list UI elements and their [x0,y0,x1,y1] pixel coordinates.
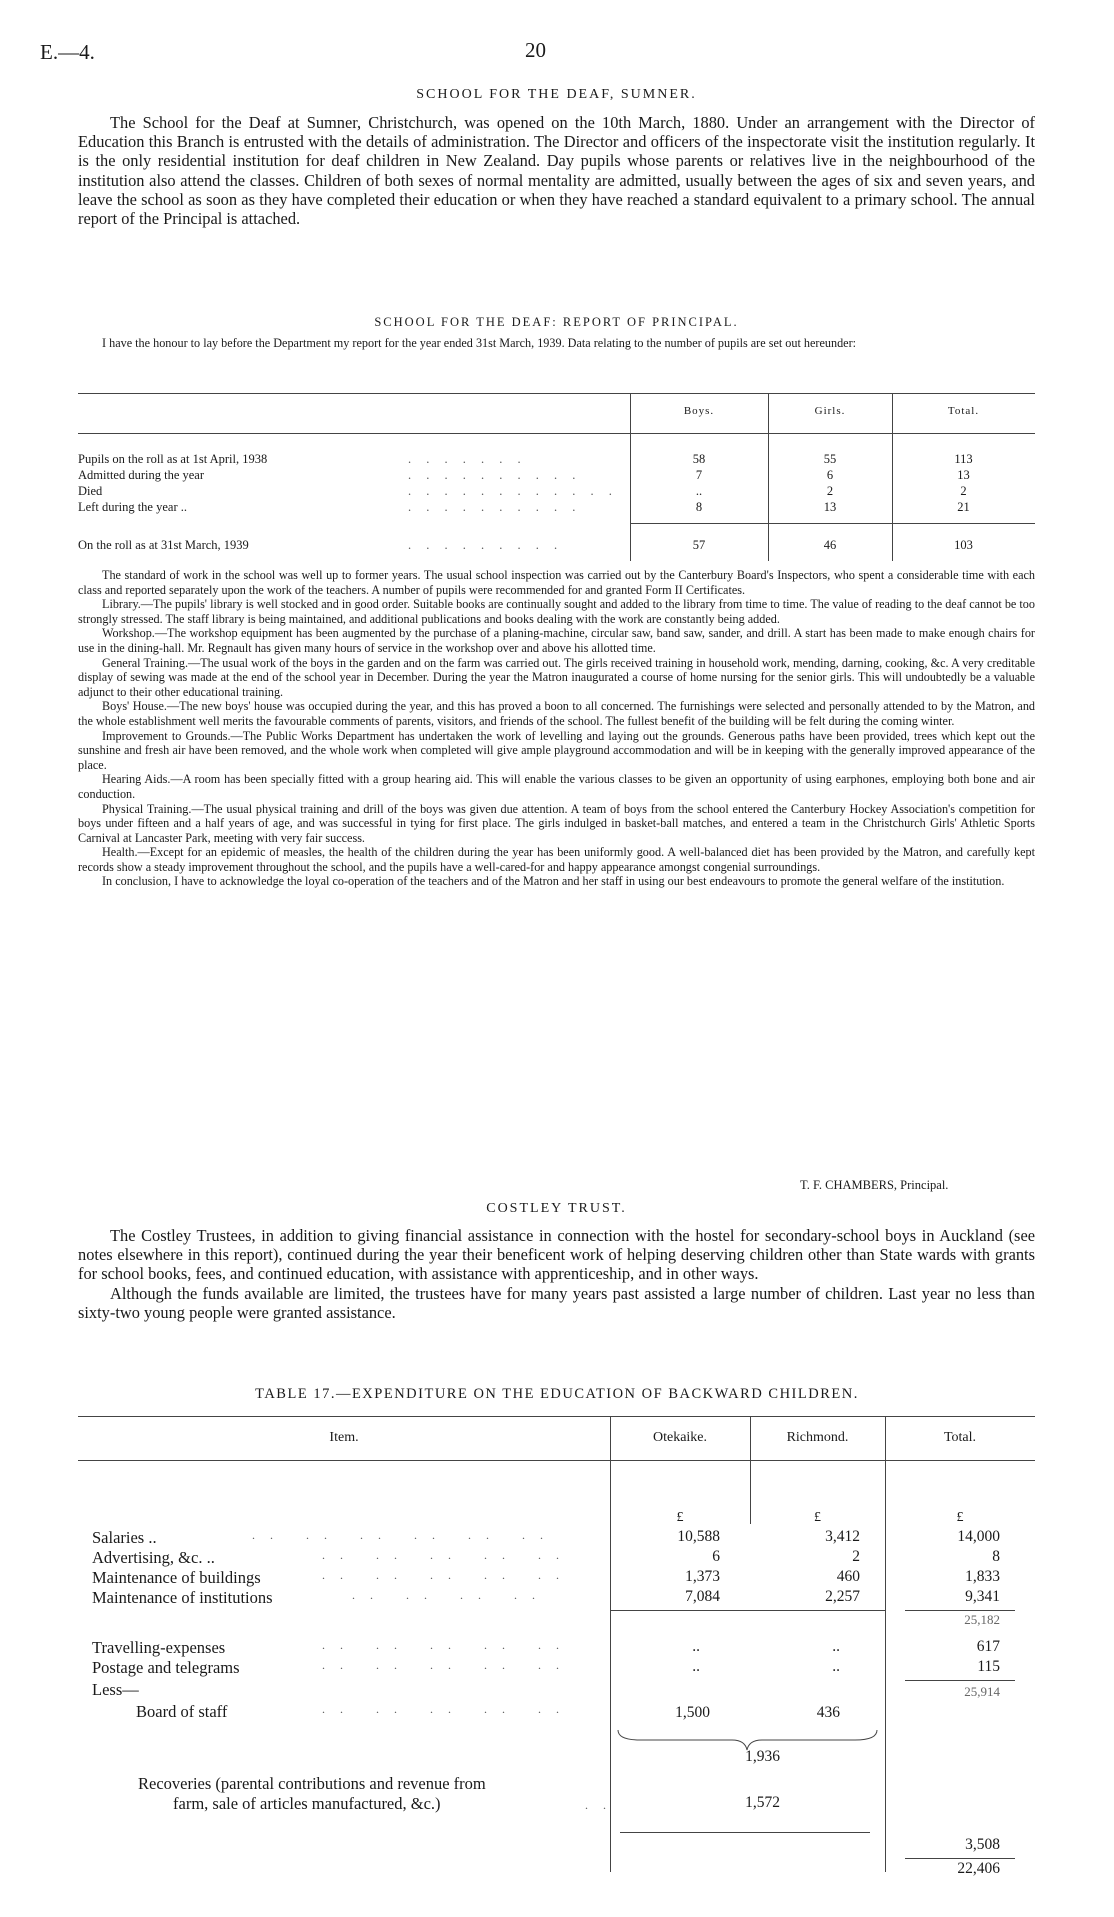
boys-value: 8 [695,500,703,514]
exp-rule [905,1610,1015,1611]
girls-value: 55 [823,452,837,466]
pupil-table-header-rule [78,433,1035,434]
table-row [92,1588,541,1608]
leader-dots: . . . . . . . . . . . . [408,484,618,498]
table-row [78,484,1035,500]
boys-value: 58 [692,452,706,466]
table-row [78,538,1035,554]
richmond-value: 2,257 [825,1588,860,1605]
subtotal-value: 25,182 [964,1612,1000,1627]
page-number: 20 [525,38,546,62]
col-richmond-header: Richmond. [786,1430,849,1445]
row-label: Maintenance of institutions [92,1588,273,1607]
richmond-value: 436 [816,1704,840,1721]
table-row [92,1528,549,1548]
row-label: Postage and telegrams [92,1658,240,1677]
leader-dots: . . . . . . . . . . [322,1702,565,1716]
boys-value: .. [695,484,703,498]
row-label: Pupils on the roll as at 1st April, 1938 [78,452,268,466]
subtotal-value: 25,914 [964,1684,1000,1699]
col-total-header: Total. [943,1430,977,1445]
table-row [78,468,1035,484]
boys-value: 7 [695,468,703,482]
grand-total-value: 22,406 [957,1860,1000,1877]
col-item-header: Item. [329,1430,359,1445]
otekaike-value: 7,084 [685,1588,720,1605]
report-paragraph-conclusion: In conclusion, I have to acknowledge the loyal co-operation of the teachers and of the Matron and her staff in using our best endeavours to promote the general welfare of the institution. [102,874,1005,889]
col-boys-header: Boys. [683,405,715,417]
table-row [92,1568,565,1588]
otekaike-value: .. [692,1638,700,1655]
report-paragraph-general-training: General Training.—The usual work of the boys in the garden and on the farm was carried out. The girls received training in household work, mending, darning, cooking, &c. A very creditable display of sewing was made at the end of the school year in December. During the year the Matron inaugurated a course of home nursing for the senior girls. This will undoubtedly be a valuable adjunct to their other educational training. [78,655,1035,699]
total-value: 113 [954,452,973,466]
richmond-value: 2 [852,1548,860,1565]
currency-symbol: £ [814,1510,821,1525]
report-paragraph-hearing-aids: Hearing Aids.—A room has been specially fitted with a group hearing aid. This will enable the various classes to be given an opportunity of using earphones, employing both bone and air conduction. [78,772,1035,801]
pupil-table-final [78,538,1035,554]
pupil-table [78,452,1035,516]
report-paragraph-physical-training: Physical Training.—The usual physical training and drill of the boys was given due attention. A team of boys from the school entered the Canterbury Hockey Association's competition for boys under fifteen and a half years of age, and was successful in tying for first place. The girls indulged in basket-ball matches, and entered a team in the Christchurch Girls' Athletic Sports Carnival at Lancaster Park, meeting with very fair success. [78,801,1035,845]
report-reference: E.—4. [40,40,95,64]
leader-dots: . . . . . . . . . . . . [252,1528,549,1542]
richmond-value: 460 [836,1568,860,1585]
table-row [78,500,1035,516]
richmond-value: .. [832,1658,840,1675]
row-label: Maintenance of buildings [92,1568,261,1587]
otekaike-value: 10,588 [677,1528,720,1545]
total-value: 617 [976,1638,1000,1655]
leader-dots: . . . . . . . . . . [322,1658,565,1672]
total-value: 103 [954,538,973,552]
col-girls-header: Girls. [814,405,846,417]
row-label: Died [78,484,103,498]
girls-value: 6 [826,468,834,482]
report-paragraph-library: Library.—The pupils' library is well stocked and in good order. Suitable books are continually sought and added to the library from time to time. The value of reading to the deaf cannot be too strongly stressed. The staff library is being maintained, and additional publications and books dealing with the work are constantly being added. [78,597,1035,626]
leader-dots: . . . . . . . . . . [322,1568,565,1582]
richmond-value: .. [832,1638,840,1655]
leader-dots: . . . . . . . . . . [322,1638,565,1652]
report-paragraph-workshop: Workshop.—The workshop equipment has been augmented by the purchase of a planing-machine, circular saw, band saw, sander, and drill. A start has been made to make enough chairs for use in the dining-hall. Mr. Regnault has given many hours of service in the workshop over and above his allotted time. [78,626,1035,655]
total-value: 13 [957,468,970,482]
recoveries-label-line-1: Recoveries (parental contributions and revenue from [138,1774,486,1793]
deaf-intro-paragraph: The School for the Deaf at Sumner, Christchurch, was opened on the 10th March, 1880. Under an arrangement with the Director of Education this Branch is entrusted with the details of administration. The Director and officers of the inspectorate visit the institution regularly. It is the only residential institution for deaf children in New Zealand. Day pupils whose parents or relatives live in the neighbourhood of the institution also attend the classes. Children of both sexes of normal mentality are admitted, usually between the ages of six and seven years, and leave the school as soon as they have completed their education or when they have reached a standard equivalent to a primary school. The annual report of the Principal is attached. [78,113,1035,229]
total-value: 9,341 [965,1588,1000,1605]
richmond-value: 3,412 [825,1528,860,1545]
girls-value: 2 [826,484,834,498]
row-label: Admitted during the year [78,468,205,482]
principal-signature: T. F. CHAMBERS, Principal. [800,1178,949,1192]
table-row [136,1702,565,1722]
expenditure-table-title: TABLE 17.—EXPENDITURE ON THE EDUCATION OF BACKWARD CHILDREN. [255,1386,859,1402]
pupil-table-sum-rule [630,523,1035,524]
report-heading: SCHOOL FOR THE DEAF: REPORT OF PRINCIPAL. [374,315,739,329]
less-total-value: 3,508 [965,1836,1000,1853]
otekaike-value: 6 [712,1548,720,1565]
report-paragraph-health: Health.—Except for an epidemic of measles, the health of the children during the year has been uniformly good. A well-balanced diet has been provided by the Matron, and carefully kept records show a steady improvement throughout the school, and the pupils have a well-cared-for and happy appearance amongst congenial surroundings. [78,845,1035,874]
leader-dots: . . . . . . . . . . [408,468,582,482]
total-value: 2 [960,484,967,498]
girls-value: 46 [823,538,837,552]
boys-value: 57 [692,538,706,552]
leader-dots: . . . . . . . . . . [408,500,582,514]
currency-symbol: £ [956,1510,964,1525]
report-body [78,568,1035,889]
col-total-header: Total. [947,405,980,417]
leader-dots: . . . . . . . . [352,1588,541,1602]
exp-rule [905,1858,1015,1859]
total-value: 8 [992,1548,1000,1565]
row-label: Left during the year .. [78,500,187,514]
col-otekaike-header: Otekaike. [652,1430,708,1445]
costley-paragraph: Although the funds available are limited, the trustees have for many years past assisted a large number of children. Last year no less than sixty-two young people were granted assistance. [78,1283,1035,1322]
recoveries-label-line-2: farm, sale of articles manufactured, &c.) [173,1794,441,1813]
row-label: Advertising, &c. .. [92,1548,215,1567]
girls-value: 13 [823,500,837,514]
leader-dots: . . . . . . . [408,452,527,466]
leader-dots: . . . . . . . . . [408,538,564,552]
total-value: 21 [957,500,970,514]
total-value: 115 [977,1658,1000,1675]
exp-table-top-rule [78,1416,1035,1417]
table-row [78,452,1035,468]
exp-rule [610,1610,885,1611]
costley-paragraph: The Costley Trustees, in addition to giving financial assistance in connection with the hostel for secondary-school boys in Auckland (see notes elsewhere in this report), continued during the year their beneficent work of helping deserving children other than State wards with grants for school books, fees, and continued education, with assistance with apprenticeship, and in other ways. [78,1226,1035,1284]
less-label: Less— [92,1680,139,1699]
row-label: On the roll as at 31st March, 1939 [78,538,249,552]
report-paragraph: The standard of work in the school was well up to former years. The usual school inspection was carried out by the Canterbury Board's Inspectors, who spent a considerable time with each class and reported separately upon the work of the teachers. A number of pupils were recommended for and granted Form II Certificates. [78,568,1035,597]
board-combined-value: 1,936 [745,1748,780,1765]
report-intro-paragraph: I have the honour to lay before the Department my report for the year ended 31st March, 1939. Data relating to the number of pupils are set out hereunder: [102,336,857,350]
currency-symbol: £ [676,1510,684,1525]
total-value: 1,833 [965,1568,1000,1585]
otekaike-value: 1,373 [685,1568,720,1585]
table-row [92,1638,565,1658]
total-value: 14,000 [957,1528,1000,1545]
row-label: Travelling-expenses [92,1638,226,1657]
section-heading-costley: COSTLEY TRUST. [486,1201,627,1216]
leader-dots: . . . . . . . . . . [322,1548,565,1562]
otekaike-value: .. [692,1658,700,1675]
section-heading-deaf: SCHOOL FOR THE DEAF, SUMNER. [416,87,697,102]
table-row [92,1548,565,1568]
exp-rule [620,1832,870,1833]
exp-rule [905,1680,1015,1681]
table-row [92,1658,565,1678]
otekaike-value: 1,500 [675,1704,710,1721]
report-paragraph-grounds: Improvement to Grounds.—The Public Works Department has undertaken the work of levelling and laying out the grounds. Generous paths have been provided, trees which kept out the sunshine and fresh air have been removed, and the whole work when completed will give ample playground accommodation and will be in keeping with the generally improved appearance of the place. [78,728,1035,772]
report-paragraph-boys-house: Boys' House.—The new boys' house was occupied during the year, and this has proved a boon to all concerned. The furnishings were selected and personally attended to by the Matron, and the whole establishment well merits the favourable comments of parents, visitors, and friends of the school. The fullest benefit of the building will be felt during the coming winter. [78,699,1035,728]
costley-body [78,1226,1035,1322]
recoveries-value: 1,572 [745,1794,780,1811]
row-label: Salaries .. [92,1528,157,1547]
exp-table-header-rule [78,1460,1035,1461]
leader-dots: . . [585,1798,612,1812]
row-label: Board of staff [136,1702,228,1721]
